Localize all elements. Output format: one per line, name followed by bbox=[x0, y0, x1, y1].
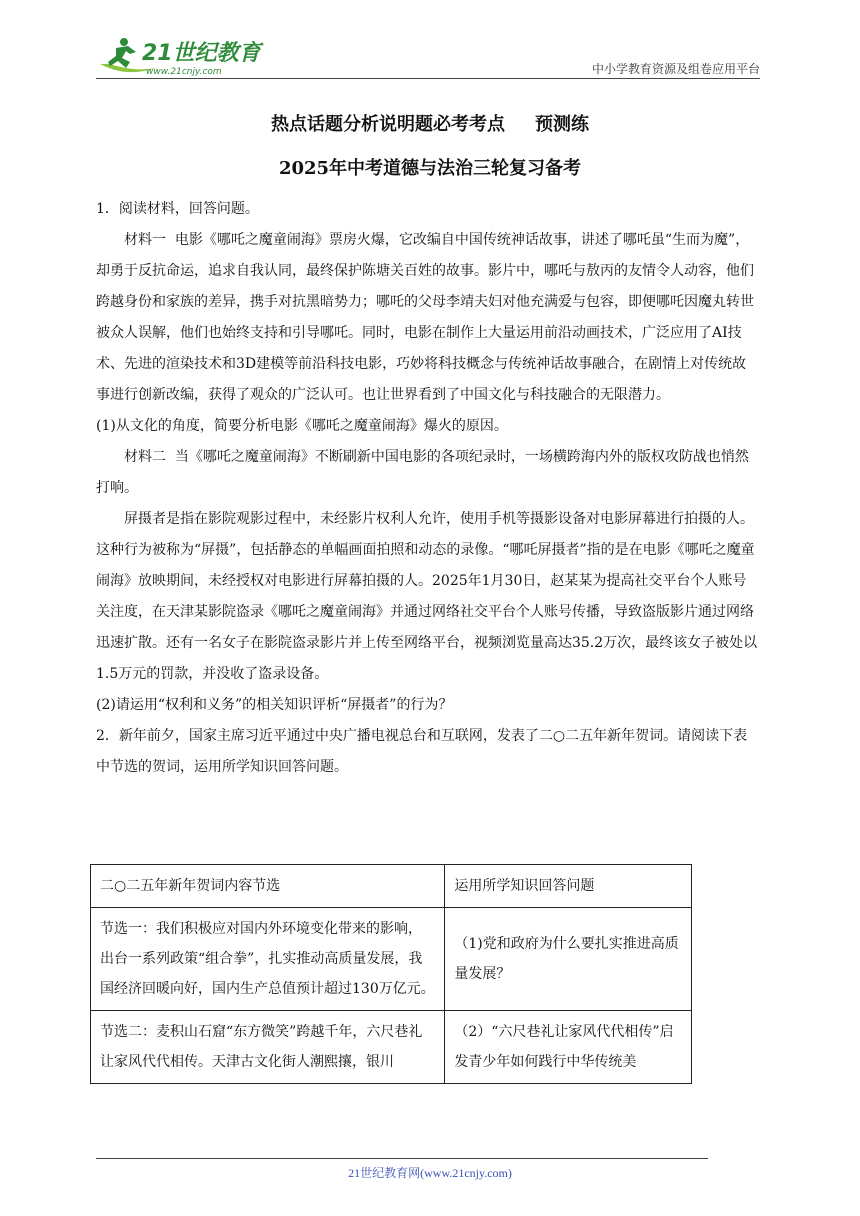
m1-label: 材料一 bbox=[124, 232, 166, 248]
table-header-cell: 运用所学知识回答问题 bbox=[445, 865, 692, 908]
m1-text: 电影《哪吒之魔童闹海》票房火爆，它改编自中国传统神话故事，讲述了哪吒虽“生而为魔”，却勇于反抗命运，追求自我认同，最终保护陈塘关百姓的故事。影片中，哪吒与敖丙的友情令人动容，他们跨越身份和家族的差异，携手对抗黑暗势力；哪吒的父母李靖夫妇对他充满爱与包容，即便哪吒因魔丸转世被众人误解，他们也始终支持和引导哪吒。同时，电影在制作上大量运用前沿动画技术，广泛应用了AI技术、先进的渲染技术和3D建模等前沿科技电影，巧妙将科技概念与传统神话故事融合，在剧情上对传统故事进行创新改编，获得了观众的广泛认可。也让世界看到了中国文化与科技融合的无限潜力。 bbox=[96, 232, 754, 403]
q1-material-2 bbox=[96, 442, 760, 504]
footer-link[interactable]: 21世纪教育网(www.21cnjy.com) bbox=[348, 1166, 512, 1180]
svg-text:21世纪教育: 21世纪教育 bbox=[142, 41, 261, 66]
title-main: 热点话题分析说明题必考考点 bbox=[271, 114, 505, 135]
quotes-table bbox=[90, 864, 692, 1084]
q1-stem: 1．阅读材料，回答问题。 bbox=[96, 201, 259, 217]
q1-material-1 bbox=[96, 225, 760, 411]
site-logo bbox=[96, 34, 266, 78]
q2-stem: 2．新年前夕，国家主席习近平通过中央广播电视总台和互联网，发表了二○二五年新年贺词。请阅读下表中节选的贺词，运用所学知识回答问题。 bbox=[96, 728, 748, 775]
m2-text: 当《哪吒之魔童闹海》不断刷新中国电影的各项纪录时，一场横跨海内外的版权攻防战也悄然打响。 bbox=[96, 449, 749, 496]
q1-sub-question-1: (1)从文化的角度，简要分析电影《哪吒之魔童闹海》爆火的原因。 bbox=[96, 418, 508, 434]
q1-sub-question-2: (2)请运用“权利和义务”的相关知识评析“屏摄者”的行为？ bbox=[96, 697, 453, 713]
table-row bbox=[91, 1011, 692, 1084]
header-rule bbox=[96, 78, 760, 79]
m2-label: 材料二 bbox=[124, 449, 166, 465]
table-cell: 节选一：我们积极应对国内外环境变化带来的影响，出台一系列政策“组合拳”，扎实推动高质量发展，我国经济回暖向好，国内生产总值预计超过130万亿元。 bbox=[91, 908, 445, 1011]
table-cell: 节选二：麦积山石窟“东方微笑”跨越千年，六尺巷礼让家风代代相传。天津古文化街人潮熙攘，银川 bbox=[91, 1011, 445, 1084]
title-sub: 预测练 bbox=[535, 114, 589, 135]
page-subtitle: 2025年中考道德与法治三轮复习备考 bbox=[278, 158, 582, 179]
table-cell: （2）“六尺巷礼让家风代代相传”启发青少年如何践行中华传统美 bbox=[445, 1011, 692, 1084]
document-body bbox=[96, 194, 760, 783]
table-row bbox=[91, 908, 692, 1011]
q1-material-2-para2: 屏摄者是指在影院观影过程中，未经影片权利人允许，使用手机等摄影设备对电影屏幕进行拍摄的人。这种行为被称为“屏摄”，包括静态的单幅画面拍照和动态的录像。“哪吒屏摄者”指的是在电影《哪吒之魔童闹海》放映期间，未经授权对电影进行屏幕拍摄的人。2025年1月30日，赵某某为提高社交平台个人账号关注度，在天津某影院盗录《哪吒之魔童闹海》并通过网络社交平台个人账号传播，导致盗版影片通过网络迅速扩散。还有一名女子在影院盗录影片并上传至网络平台，视频浏览量高达35.2万次，最终该女子被处以1.5万元的罚款，并没收了盗录设备。 bbox=[96, 511, 758, 682]
page-title bbox=[0, 110, 860, 136]
table-header-row bbox=[91, 865, 692, 908]
footer-rule bbox=[96, 1158, 708, 1159]
page-header bbox=[96, 34, 760, 80]
svg-text:www.21cnjy.com: www.21cnjy.com bbox=[146, 67, 222, 77]
table-header-cell: 二○二五年新年贺词内容节选 bbox=[91, 865, 445, 908]
table-cell: （1)党和政府为什么要扎实推进高质量发展？ bbox=[445, 908, 692, 1011]
platform-name: 中小学教育资源及组卷应用平台 bbox=[591, 62, 760, 76]
